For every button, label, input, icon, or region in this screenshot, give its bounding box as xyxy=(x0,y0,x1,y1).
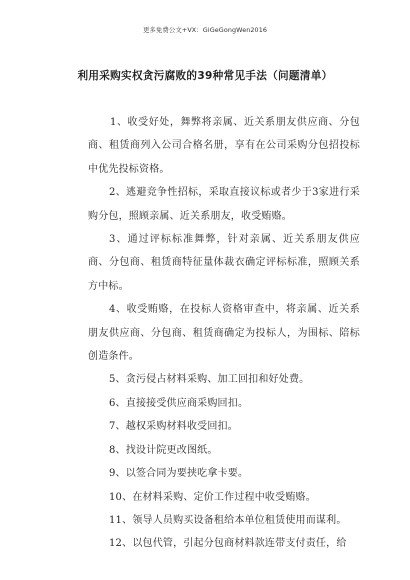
list-item: 2、逃避竞争性招标，采取直接议标或者少于3家进行采购分包，照顾亲属、近关系朋友，收受贿赂。 xyxy=(88,187,360,222)
document-title: 利用采购实权贪污腐败的39种常见手法（问题清单） xyxy=(77,70,333,82)
header-note: 更多免费公文+VX：GiGeGongWen2016 xyxy=(142,26,268,34)
list-item: 3、通过评标标准舞弊，针对亲属、近关系朋友供应商、分包商、租赁商特征量体裁衣确定评标标准，照顾关系方中标。 xyxy=(88,234,360,292)
list-item: 7、越权采购材料收受回扣。 xyxy=(109,421,238,433)
list-item: 8、找设计院更改图纸。 xyxy=(109,444,218,456)
list-item: 1、收受好处，舞弊将亲属、近关系朋友供应商、分包商、租赁商列入公司合格名册，享有在公司采购分包招投标中优先投标资格。 xyxy=(88,117,360,175)
list-item: 5、贪污侵占材料采购、加工回扣和好处费。 xyxy=(109,374,310,386)
list-item: 12、以包代管，引起分包商材料款连带支付责任，给 xyxy=(109,538,347,550)
list-item: 10、在材料采购、定价工作过程中收受贿赂。 xyxy=(109,491,316,503)
list-item: 6、直接接受供应商采购回扣。 xyxy=(109,397,249,409)
list-item: 11、领导人员购买设备租给本单位租赁使用而谋利。 xyxy=(109,514,347,526)
list-item: 9、以签合同为要挟吃拿卡要。 xyxy=(109,468,249,480)
document-body xyxy=(88,111,360,556)
list-item: 4、收受贿赂，在投标人资格审查中，将亲属、近关系朋友供应商、分包商、租赁商确定为投标人，为围标、陪标创造条件。 xyxy=(88,304,360,363)
